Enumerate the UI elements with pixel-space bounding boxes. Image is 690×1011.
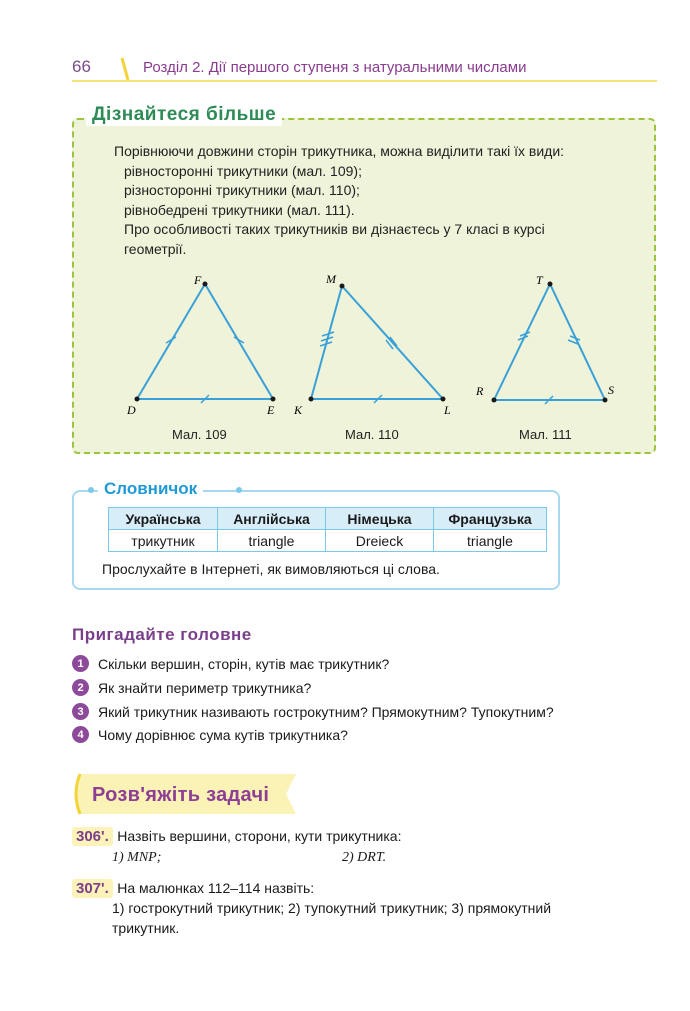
figure-109-caption: Мал. 109 [172,427,227,442]
learn-line: рівносторонні трикутники (мал. 109); [124,162,362,179]
recall-title: Пригадайте головне [72,625,252,644]
table-header-cell: Українська [109,508,218,530]
question-number-badge: 2 [72,679,89,696]
table-header-cell: Французька [434,508,547,530]
figure-110-caption: Мал. 110 [345,427,399,442]
question-text: Який трикутник називають гострокутним? Прямокутним? Тупокутним? [98,703,554,720]
vertex-label: D [127,403,136,417]
question-number-badge: 1 [72,655,89,672]
learn-line: рівнобедрені трикутники (мал. 111). [124,201,355,218]
vertex-label: T [536,273,543,287]
learn-line: геометрії. [124,240,187,257]
task-number: 306'. [72,827,113,846]
vertex-label: E [267,403,275,417]
learn-line: Про особливості таких трикутників ви дізнаєтесь у 7 класі в курсі [124,221,545,237]
learn-line: різносторонні трикутники (мал. 110); [124,182,360,198]
question-text: Чому дорівнює сума кутів трикутника? [98,726,348,743]
task-text: На малюнках 112–114 назвіть: [117,880,315,896]
task-306-part-1 [112,846,161,868]
vocab-dot-decoration [236,487,242,493]
figure-109-equilateral-triangle [120,270,290,420]
learn-line: Порівнюючи довжини сторін трикутника, можна виділити такі їх види: [114,143,565,159]
task-307-line-3: трикутник. [112,920,180,936]
learn-more-title: Дізнайтеся більше [86,104,282,126]
recall-question [72,726,348,743]
question-text: Скільки вершин, сторін, кутів має трикутник? [98,655,390,672]
figure-111-caption: Мал. 111 [519,427,572,442]
recall-question [72,679,311,696]
vertex-label: M [326,272,336,286]
figure-110-scalene-triangle [290,270,465,420]
vertex-label: R [476,384,484,398]
table-cell: Dreieck [326,530,434,552]
table-cell: трикутник [109,530,218,552]
section-title: Розділ 2. Дії першого ступеня з натуральними числами [143,59,527,76]
table-header-cell: Англійська [218,508,326,530]
task-306-part-2 [342,846,386,868]
task-number: 307'. [72,879,113,898]
solve-title: Розв'яжіть задачі [92,784,270,806]
task-307-line-2: 1) гострокутний трикутник; 2) тупокутний трикутник; 3) прямокутний [112,900,552,916]
question-number-badge: 3 [72,703,89,720]
recall-question [72,703,554,720]
header-divider [72,80,657,82]
task-part: 1) MNP; [112,850,162,865]
vocabulary-title: Словничок [98,479,203,499]
table-header-row [109,508,547,530]
task-part: 2) DRT. [342,850,387,865]
task-307 [72,878,314,898]
question-text: Як знайти периметр трикутника? [98,679,312,696]
vocabulary-table [108,507,547,552]
table-row [109,530,547,552]
header-slash-decoration [120,56,130,82]
recall-question [72,655,389,672]
vertex-label: F [194,273,202,287]
table-cell: triangle [218,530,326,552]
page-number: 66 [72,57,91,76]
vocabulary-note: Прослухайте в Інтернеті, як вимовляються ці слова. [102,561,440,577]
table-header-cell: Німецька [326,508,434,530]
table-cell: triangle [434,530,547,552]
vocab-dot-decoration [88,487,94,493]
question-number-badge: 4 [72,726,89,743]
vertex-label: L [444,403,451,417]
task-306 [72,826,401,846]
figure-111-isosceles-triangle [470,270,630,420]
learn-more-text [114,142,644,259]
task-text: Назвіть вершини, сторони, кути трикутника: [117,828,402,844]
vertex-label: S [608,383,614,397]
vertex-label: K [294,403,303,417]
